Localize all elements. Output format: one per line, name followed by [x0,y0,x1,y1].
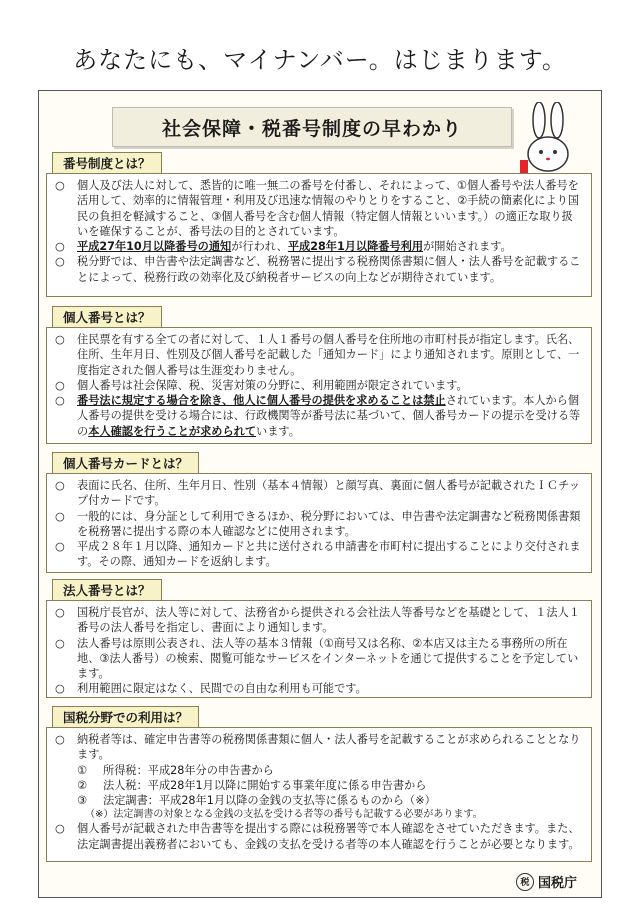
item-text [77,393,583,439]
sub-item-number: ① [77,763,88,777]
footnote: （※）法定調書の対象となる金銭の支払を受ける者等の番号も記載する必要があります。 [85,809,483,821]
footer-logo [516,872,577,891]
item-text-part: が開始されます。 [423,240,512,254]
list-item [55,478,583,509]
list-item [55,509,583,540]
item-text: 納税者等は、確定申告書等の税務関係書類に個人・法人番号を記載することが求められることとなります。 [77,733,581,762]
emphasis-text: 本人確認を行うことが求められて [88,424,257,438]
list-item [55,636,583,682]
bullet-icon: ○ [55,378,65,392]
bullet-icon: ○ [55,394,65,408]
section-tab-kojin-bango: 個人番号とは？ [52,306,162,328]
list-item [55,605,583,636]
bullet-icon: ○ [55,540,65,554]
item-text: 個人番号が記載された申告書等を提出する際には税務署等で本人確認をさせていただきます。また、法定調書提出義務者においても、金銭の支払を受ける者等の本人確認を行うことが必要となります。 [77,822,580,851]
bullet-icon: ○ [55,733,65,746]
section-box-bango-seido [46,173,592,297]
emphasis-text: 平成28年1月以降番号利用 [287,240,424,254]
page-title: あなたにも、マイナンバー。はじまります。 [73,46,567,74]
footer-label: 国税庁 [538,876,578,891]
sub-item-number: ③ [77,794,88,808]
bullet-icon: ○ [55,333,65,346]
bullet-icon: ○ [55,606,65,619]
item-text: 国税庁長官が、法人等に対して、法務省から提供される会社法人等番号などを基礎として、１法人１番号の法人番号を指定し、書面により通知します。 [77,606,580,635]
list-item [55,378,583,393]
sub-item [55,763,583,778]
item-text: 平成２８年１月以降、通知カードと共に送付される申請書を市町村に提出することにより交付されます。その際、通知カードを返納します。 [77,540,581,569]
section-box-kojin-bango-card [46,473,592,573]
bullet-icon: ○ [55,255,65,269]
bullet-icon: ○ [55,509,65,523]
sub-item [55,793,583,808]
item-text: 個人番号は社会保障、税、災害対策の分野に、利用範囲が限定されています。 [77,378,468,392]
list-item [55,539,583,570]
item-text: 個人及び法人に対して、悉皆的に唯一無二の番号を付番し、それによって、①個人番号や法人番号を活用して、効率的に情報管理・利用及び迅速な情報のやりとりをすること、②手続の簡素化により国民の負担を軽減すること、③個人番号を含む個人情報（特定個人情報といいます。）の適正な取り扱いを確保することが、番号法の目的とされています。 [77,179,580,238]
list-item [55,178,583,239]
section-box-kojin-bango [46,327,592,444]
item-text: 利用範囲に限定はなく、民間での自由な利用も可能です。 [77,682,367,696]
list-item [55,732,583,763]
main-header: 社会保障・税番号制度の早わかり [112,107,512,147]
list-item [55,239,583,254]
list-item [55,332,583,378]
list-item [55,393,583,439]
bullet-icon: ○ [55,479,65,492]
item-text: 表面に氏名、住所、生年月日、性別（基本４情報）と顔写真、裏面に個人番号が記載されたＩＣチップ付カードです。 [77,479,581,508]
section-tab-kojin-bango-card: 個人番号カードとは？ [52,452,199,474]
section-tab-kokuzei-riyo: 国税分野での利用は？ [52,706,199,728]
section-tab-hojin-bango: 法人番号とは？ [52,579,162,601]
item-text-part: います。 [256,424,300,438]
nta-logo-icon: 税 [516,873,534,891]
sub-item-text: 法人税：平成28年1月以降に開始する事業年度に係る申告書から [103,778,427,792]
sub-item-number: ② [77,778,88,792]
section-box-kokuzei-riyo [46,727,592,862]
bullet-icon: ○ [55,822,65,836]
sub-item-text: 法定調書：平成28年1月以降の金銭の支払等に係るものから（※） [103,794,436,808]
list-item [55,254,583,285]
item-text-part: が行われ、 [231,240,288,254]
bullet-icon: ○ [55,636,65,650]
emphasis-text: 平成27年10月以降番号の通知 [77,240,232,254]
list-item [55,681,583,696]
item-text-part: されています。本人から個人番号の提供を受ける場合には、行政機関等が番号法に基づいて、個人番号カードの提示を受ける等の [77,394,581,438]
item-text: 一般的には、身分証として利用できるほか、税分野においては、申告書や法定調書など税務関係書類を税務署に提出する際の本人確認などに使用されます。 [77,509,581,538]
emphasis-text: 番号法に規定する場合を除き、他人に個人番号の提供を求めることは禁止 [77,394,446,408]
item-text: 法人番号は原則公表され、法人等の基本３情報（①商号又は名称、②本店又は主たる事務所の所在地、③法人番号）の検索、閲覧可能なサービスをインターネットを通じて提供することを予定しています。 [77,636,579,681]
bullet-icon: ○ [55,240,65,254]
sub-item-text: 所得税：平成28年分の申告書から [103,763,274,777]
section-tab-bango-seido: 番号制度とは？ [52,152,162,174]
item-text [77,239,583,254]
sub-item [55,778,583,793]
list-item [55,821,583,852]
section-box-hojin-bango [46,600,592,698]
item-text: 税分野では、申告書や法定調書など、税務署に提出する税務関係書類に個人・法人番号を記載することによって、税務行政の効率化及び納税者サービスの向上などが期待されています。 [77,255,581,284]
bullet-icon: ○ [55,682,65,696]
bullet-icon: ○ [55,179,65,192]
item-text: 住民票を有する全ての者に対して、１人１番号の個人番号を住所地の市町村長が指定します。氏名、住所、生年月日、性別及び個人番号を記載した「通知カード」により通知されます。原則として、一度指定された個人番号は生涯変わりません。 [77,333,580,377]
